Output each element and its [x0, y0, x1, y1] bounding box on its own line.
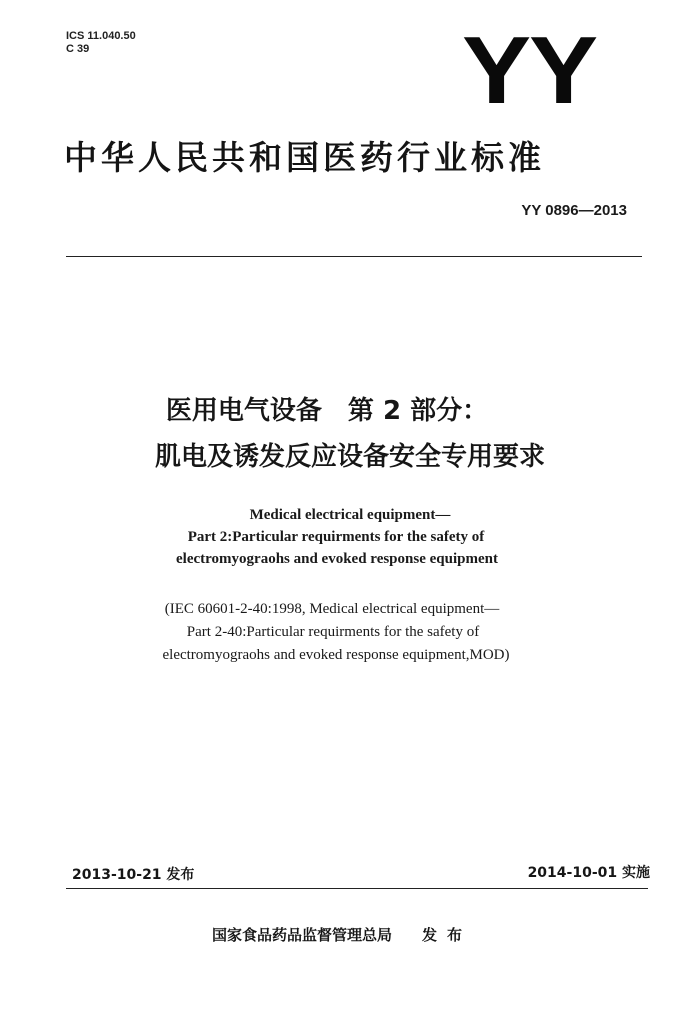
english-title-line-1: Medical electrical equipment—: [249, 507, 451, 523]
english-title: [0, 504, 700, 570]
ccs-code: C 39: [66, 43, 90, 55]
implementation-date: 2014-10-01 实施: [527, 865, 650, 881]
date-row: [66, 862, 650, 882]
issue-date: 2013-10-21 发布: [72, 867, 195, 883]
publisher-line: [212, 924, 472, 945]
chinese-title-line-2: 肌电及诱发反应设备安全专用要求: [154, 442, 545, 472]
standard-category-title: 中华人民共和国医药行业标准: [64, 138, 545, 177]
adoption-note-line-2: Part 2-40:Particular requirments for the safety of: [186, 624, 480, 640]
chinese-title-line-1: 医用电气设备 第 2 部分：: [165, 396, 489, 426]
publisher-name: 国家食品药品监督管理总局: [212, 926, 393, 944]
footer-divider: [66, 888, 648, 889]
adoption-note: [0, 598, 700, 667]
english-title-line-2: Part 2:Particular requirments for the safety of: [187, 529, 485, 545]
adoption-note-line-3: electromyograohs and evoked response equipment,MOD): [162, 647, 510, 663]
classification-codes: [66, 30, 136, 56]
english-title-line-3: electromyograohs and evoked response equipment: [176, 551, 498, 567]
header-divider: [66, 256, 642, 257]
yy-logo: YY: [462, 17, 596, 124]
publish-action: 发布: [422, 926, 473, 944]
chinese-title: [0, 388, 700, 480]
standard-number: YY 0896—2013: [521, 202, 627, 219]
adoption-note-line-1: (IEC 60601-2-40:1998, Medical electrical equipment—: [164, 601, 500, 617]
ics-code: ICS 11.040.50: [66, 30, 136, 42]
